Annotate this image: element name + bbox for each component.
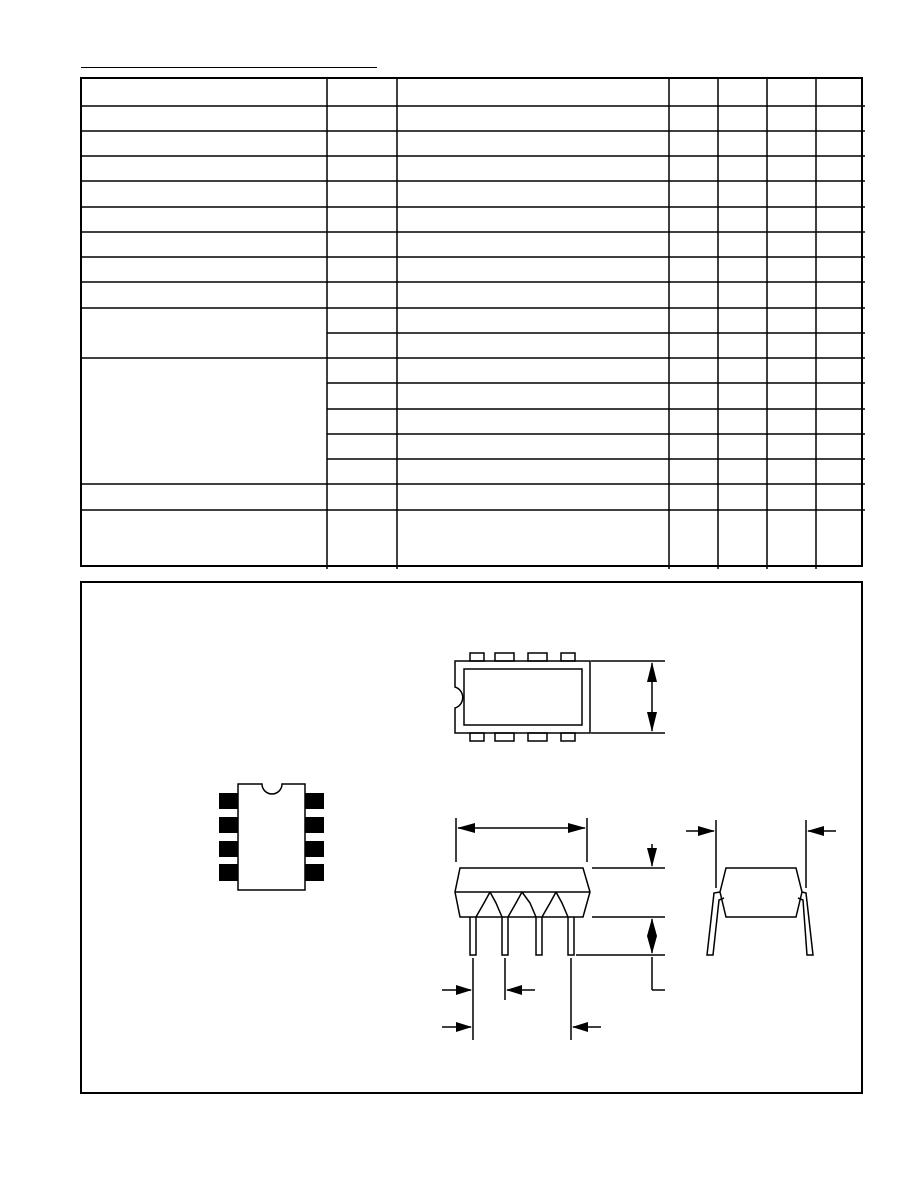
package-top-view-icon bbox=[455, 653, 665, 741]
package-outline-drawing bbox=[80, 581, 863, 1094]
package-drawing-svg bbox=[80, 581, 863, 1094]
pinout-top-view-icon bbox=[219, 784, 324, 890]
package-side-view-icon bbox=[442, 818, 665, 1040]
package-end-view-icon bbox=[686, 820, 836, 955]
title-underline bbox=[81, 67, 377, 68]
table-grid bbox=[82, 79, 865, 569]
specification-table bbox=[80, 77, 863, 567]
